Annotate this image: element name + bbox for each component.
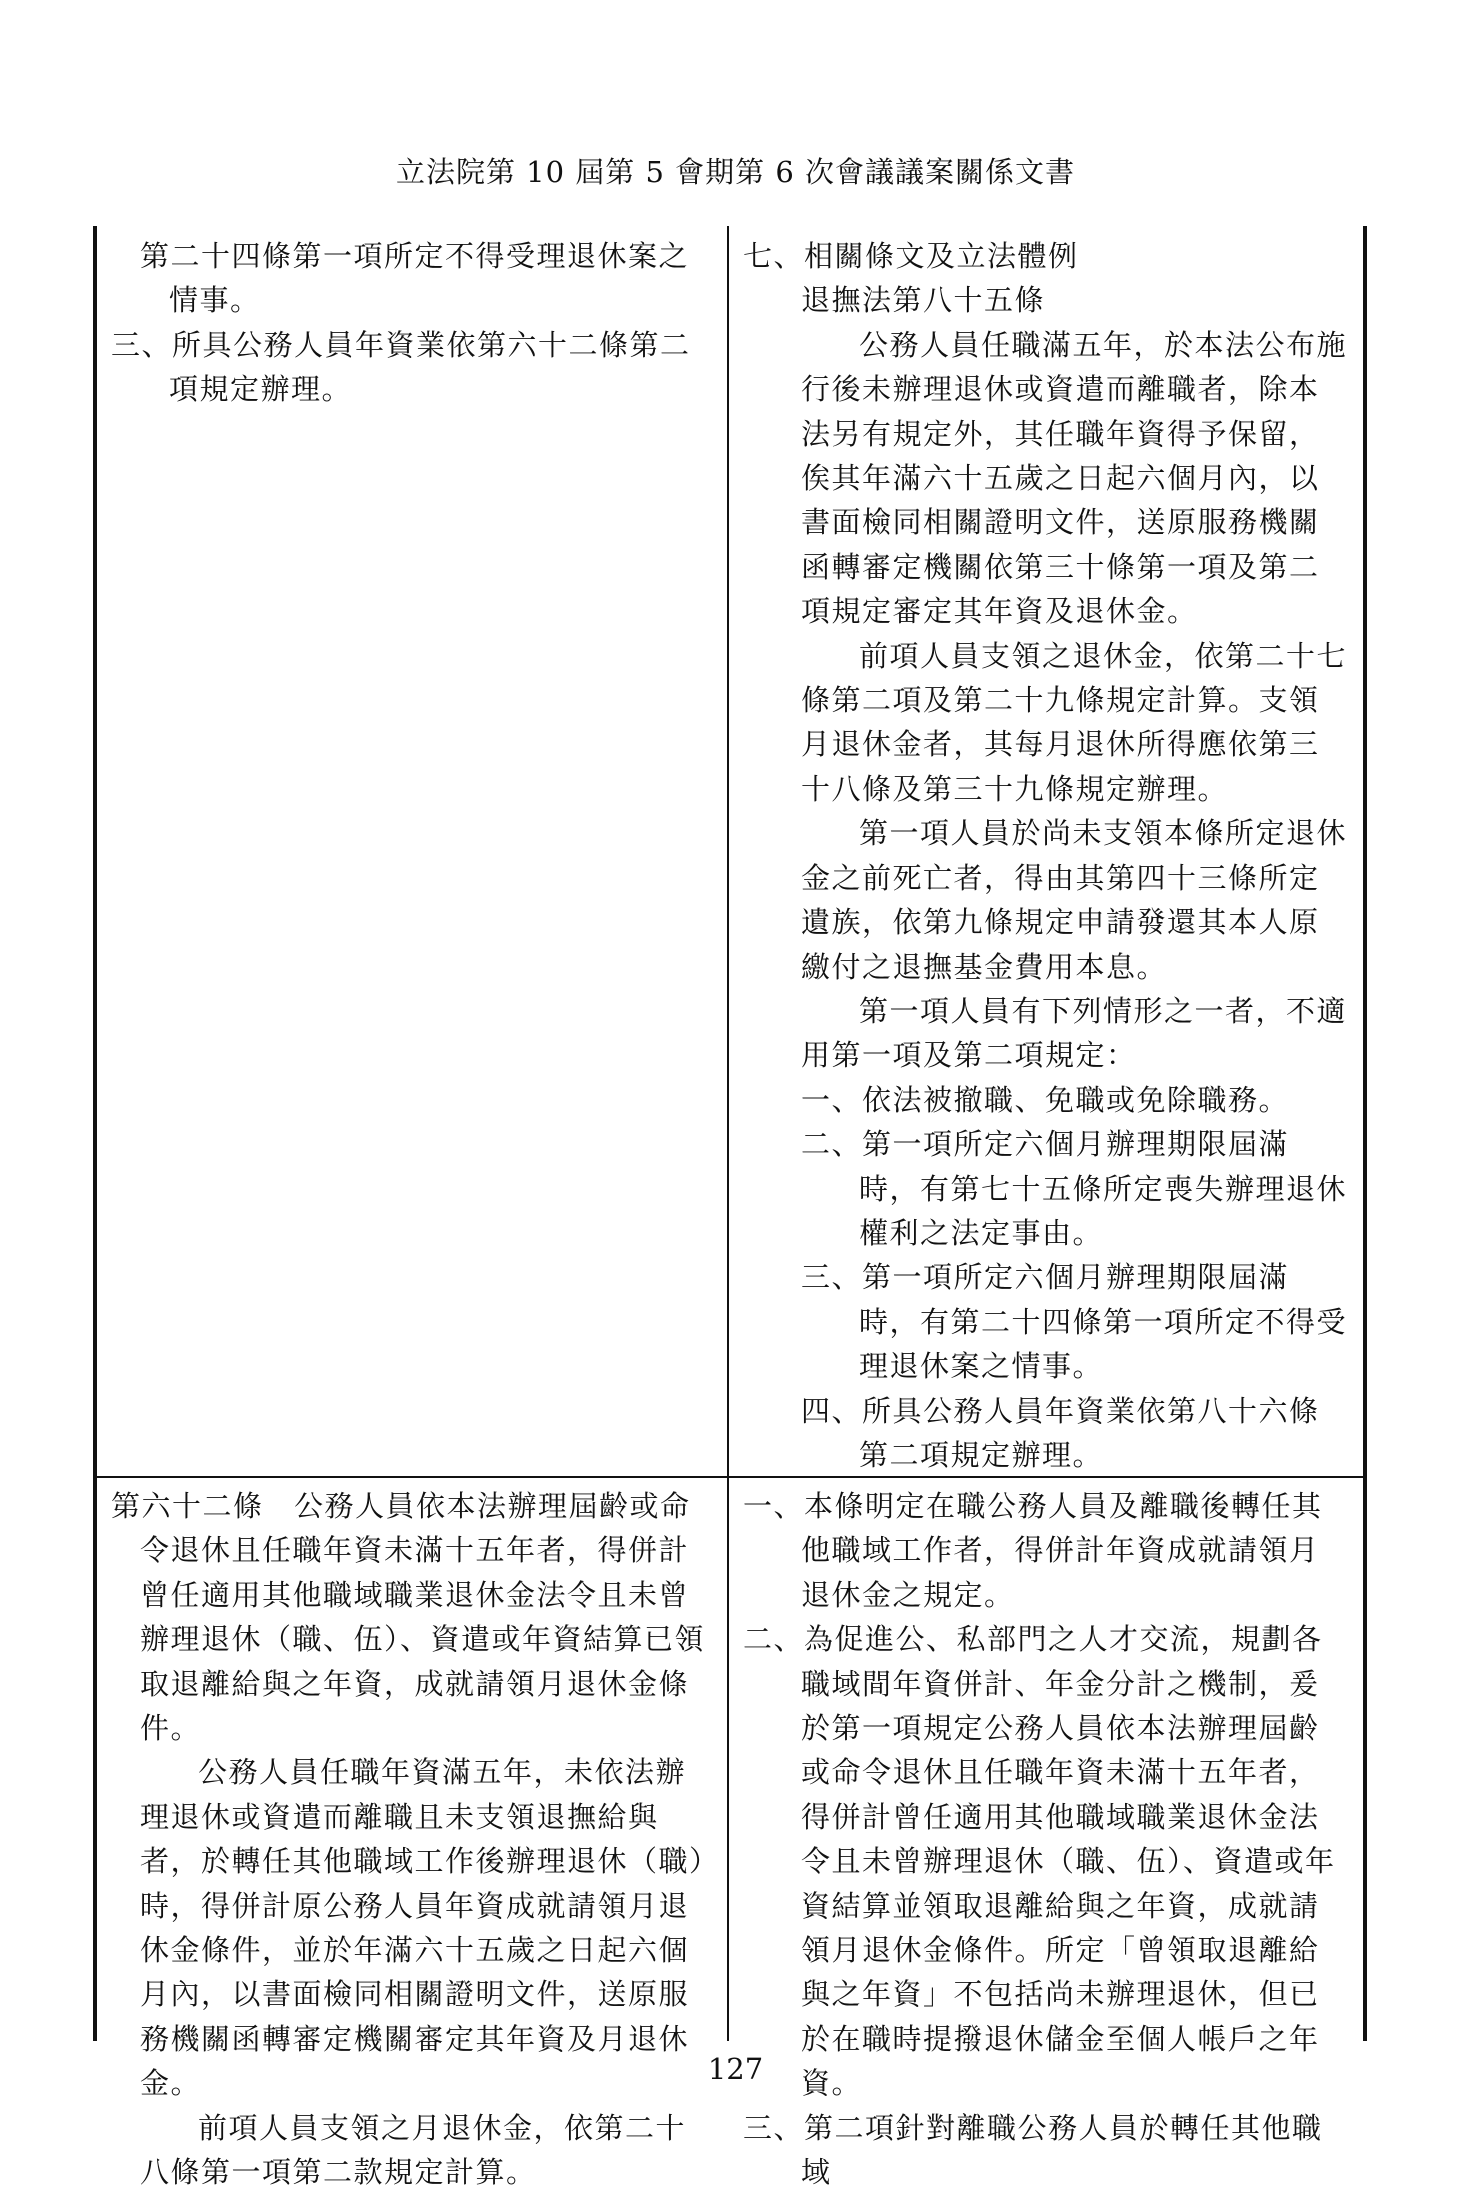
table-center-divider: [727, 226, 729, 2041]
row1-right-cell: [743, 234, 1349, 1477]
page-number: 127: [707, 2052, 764, 2086]
article-62-paragraph-2: 公務人員任職年資滿五年，未依法辦理退休或資遣而離職且未支領退撫給與者，於轉任其他職域工作後辦理退休（職）時，得併計原公務人員年資成就請領月退休金條件，並於年滿六十五歲之日起六個月內，以書面檢同相關證明文件，送原服務機關函轉審定機關審定其年資及月退休金。: [140, 1755, 706, 2101]
law-item-1: 一、依法被撤職、免職或免除職務。: [801, 1082, 1290, 1117]
law-paragraph-2: 前項人員支領之退休金，依第二十七條第二項及第二十九條規定計算。支領月退休金者，其每月退休所得應依第三十八條及第三十九條規定辦理。: [801, 638, 1348, 806]
explanation-item-2: 二、為促進公、私部門之人才交流，規劃各職域間年資併計、年金分計之機制，爰於第一項規定公務人員依本法辦理屆齡或命令退休且任職年資未滿十五年者，得併計曾任適用其他職域職業退休金法令且未曾辦理退休（職、伍）、資遣或年資結算並領取退離給與之年資，成就請領月退休金條件。所定「曾領取退離給與之年資」不包括尚未辦理退休，但已於在職時提撥退休儲金至個人帳戶之年資。: [743, 1622, 1336, 2101]
law-item-4: 四、所具公務人員年資業依第八十六條第二項規定辦理。: [801, 1393, 1320, 1472]
law-item-3: 三、第一項所定六個月辦理期限屆滿時，有第二十四條第一項所定不得受理退休案之情事。: [801, 1260, 1348, 1384]
law-paragraph-3: 第一項人員於尚未支領本條所定退休金之前死亡者，得由其第四十三條所定遺族，依第九條規定申請發還其本人原繳付之退撫基金費用本息。: [801, 816, 1348, 984]
law-paragraph-1: 公務人員任職滿五年，於本法公布施行後未辦理退休或資遣而離職者，除本法另有規定外，其任職年資得予保留，俟其年滿六十五歲之日起六個月內，以書面檢同相關證明文件，送原服務機關函轉審定機關依第三十條第一項及第二項規定審定其年資及退休金。: [801, 327, 1348, 629]
row2-right-cell: [743, 1484, 1349, 2195]
article-62-paragraph-3: 前項人員支領之月退休金，依第二十八條第一項第二款規定計算。: [140, 2110, 687, 2190]
row1-left-cell: [111, 234, 711, 412]
law-reference: 退撫法第八十五條: [801, 283, 1046, 318]
law-paragraph-4: 第一項人員有下列情形之一者，不適用第一項及第二項規定：: [801, 993, 1348, 1073]
row2-left-cell: [111, 1484, 711, 2195]
row1-left-item-3: 三、所具公務人員年資業依第六十二條第二項規定辦理。: [111, 327, 691, 407]
document-header: 立法院第 10 屆第 5 會期第 6 次會議議案關係文書: [395, 155, 1076, 189]
section-heading: 七、相關條文及立法體例: [743, 239, 1079, 273]
article-62-paragraph-1: 第六十二條 公務人員依本法辦理屆齡或命令退休且任職年資未滿十五年者，得併計曾任適用其他職域職業退休金法令且未曾辦理退休（職、伍）、資遣或年資結算已領取退離給與之年資，成就請領月退休金條件。: [111, 1489, 706, 1746]
row1-left-continuation: 第二十四條第一項所定不得受理退休案之情事。: [140, 239, 690, 318]
law-item-2: 二、第一項所定六個月辦理期限屆滿時，有第七十五條所定喪失辦理退休權利之法定事由。: [801, 1127, 1348, 1250]
explanation-item-3: 三、第二項針對離職公務人員於轉任其他職域: [743, 2110, 1323, 2190]
table-right-border: [1363, 226, 1367, 2041]
table-left-border: [93, 226, 97, 2041]
explanation-item-1: 一、本條明定在職公務人員及離職後轉任其他職域工作者，得併計年資成就請領月退休金之規定。: [743, 1489, 1323, 1612]
